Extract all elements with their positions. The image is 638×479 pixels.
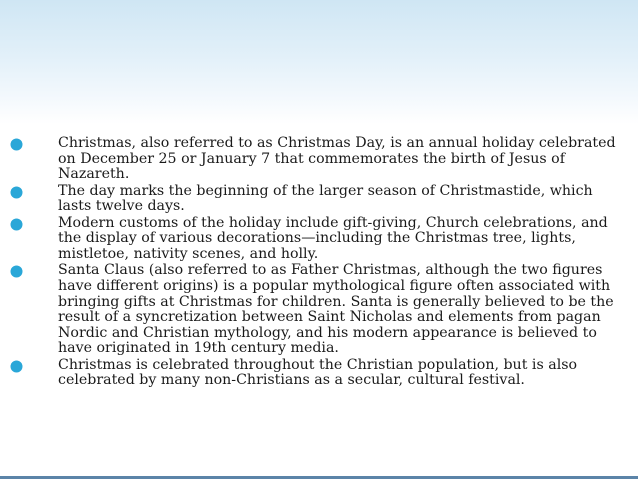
bullet-text: Modern customs of the holiday include gift-giving, Church celebrations, and the display of various decorations—including the Christmas tree, lights, mistletoe, nativity scenes, and holly. [58, 214, 608, 262]
bullet-text: Santa Claus (also referred to as Father Christmas, although the two figures have different origins) is a popular mythological figure often associated with bringing gifts at Christmas for children. Santa is generally believed to be the result of a syncretization between Saint Nicholas and elements from pagan Nordic and Christian mythology, and his modern appearance is believed to have originated in 19th century media. [58, 262, 614, 357]
bullet-icon [10, 138, 23, 151]
bullet-icon [10, 186, 23, 199]
bullet-text: Christmas, also referred to as Christmas Day, is an annual holiday celebrated on December 25 or January 7 that commemorates the birth of Jesus of Nazareth. [58, 135, 616, 183]
list-item [10, 216, 630, 263]
list-item [10, 263, 630, 357]
header-band [0, 0, 638, 124]
bullet-list [10, 136, 630, 390]
bullet-text: The day marks the beginning of the larger season of Christmastide, which lasts twelve days. [58, 182, 593, 215]
list-item [10, 136, 630, 183]
list-item [10, 184, 630, 215]
bullet-text: Christmas is celebrated throughout the Christian population, but is also celebrated by many non-Christians as a secular, cultural festival. [58, 356, 578, 389]
list-item [10, 358, 630, 389]
bullet-icon [10, 360, 23, 373]
bullet-icon [10, 218, 23, 231]
bullet-icon [10, 265, 23, 278]
